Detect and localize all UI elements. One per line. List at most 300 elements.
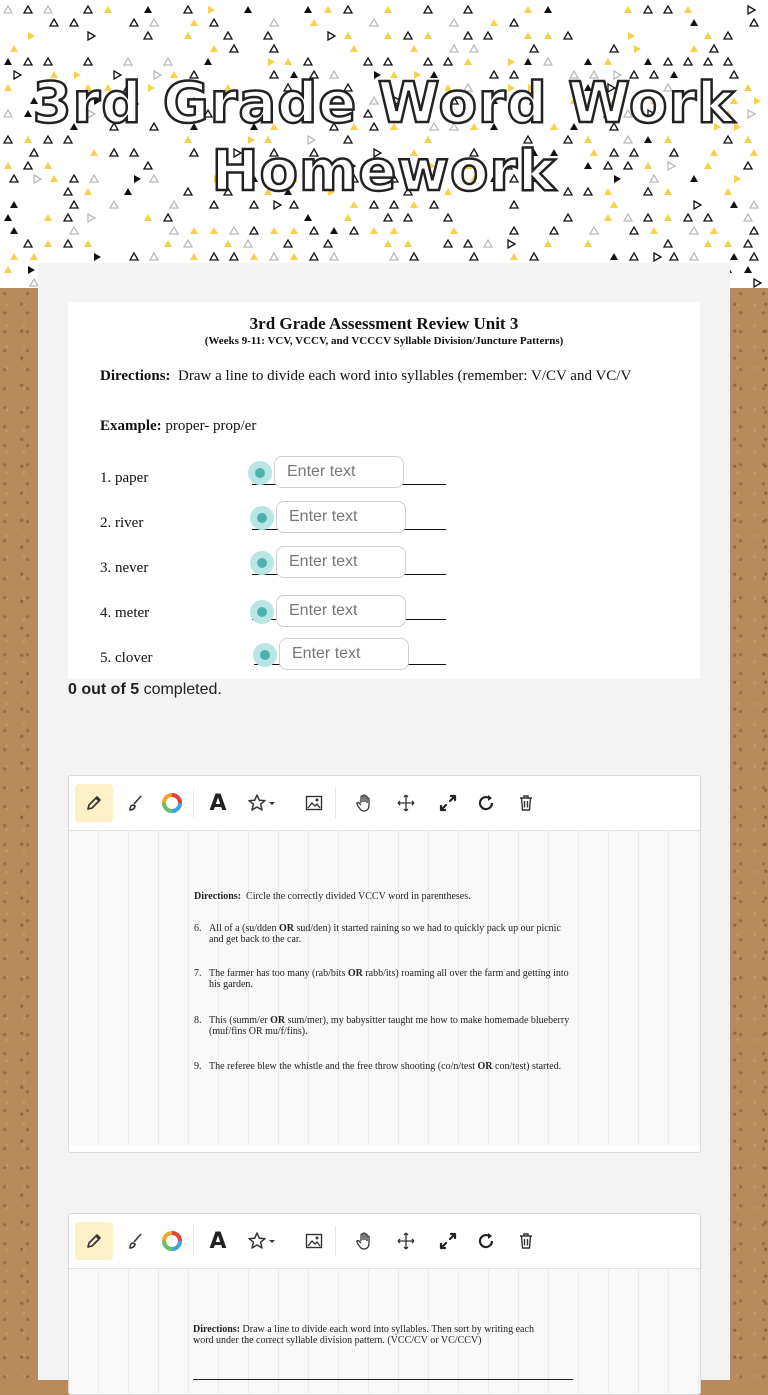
hand-icon bbox=[354, 1231, 374, 1251]
pattern-triangle bbox=[224, 32, 232, 39]
pattern-triangle bbox=[684, 214, 692, 221]
pattern-triangle bbox=[344, 214, 352, 221]
pattern-triangle bbox=[230, 253, 238, 260]
pattern-triangle bbox=[190, 19, 198, 26]
pattern-triangle bbox=[10, 253, 18, 260]
color-wheel-icon bbox=[162, 1231, 182, 1251]
text-anchor-3[interactable] bbox=[250, 551, 274, 575]
pattern-triangle bbox=[264, 32, 272, 39]
pattern-triangle bbox=[70, 19, 78, 26]
toolbar-separator bbox=[193, 788, 194, 818]
question-number: 9. bbox=[194, 1061, 202, 1072]
pattern-triangle bbox=[584, 240, 592, 247]
pattern-triangle bbox=[450, 227, 458, 234]
pattern-triangle bbox=[744, 214, 752, 221]
pattern-triangle bbox=[664, 240, 672, 247]
pattern-triangle bbox=[644, 214, 652, 221]
pattern-triangle bbox=[484, 240, 492, 247]
pattern-triangle bbox=[44, 214, 52, 221]
pattern-triangle bbox=[130, 19, 138, 26]
pattern-triangle bbox=[524, 58, 532, 65]
item-label-1: 1. paper bbox=[100, 470, 149, 486]
pattern-triangle bbox=[748, 6, 755, 14]
pattern-triangle bbox=[330, 253, 338, 260]
pattern-triangle bbox=[324, 240, 332, 247]
pattern-triangle bbox=[24, 6, 32, 13]
pattern-triangle bbox=[724, 32, 732, 39]
color-wheel-tool-button[interactable] bbox=[153, 784, 191, 822]
pencil-icon bbox=[84, 793, 104, 813]
pattern-triangle bbox=[704, 58, 712, 65]
pattern-triangle bbox=[164, 58, 172, 65]
pattern-triangle bbox=[184, 240, 192, 247]
question-or: OR bbox=[477, 1061, 493, 1072]
text-anchor-5[interactable] bbox=[253, 643, 277, 667]
card2-directions bbox=[193, 1324, 553, 1346]
question-text-post: sud/den) it started raining so we had to quickly pack up our picnic and get back to the car. bbox=[209, 923, 561, 945]
example-text: proper- prop/er bbox=[165, 418, 257, 434]
pattern-triangle bbox=[634, 45, 641, 53]
worksheet-title: 3rd Grade Assessment Review Unit 3 bbox=[249, 314, 519, 333]
hand-icon bbox=[354, 793, 374, 813]
color-wheel-tool-button[interactable] bbox=[153, 1222, 191, 1260]
pattern-triangle bbox=[204, 58, 212, 65]
pattern-triangle bbox=[384, 32, 392, 39]
pattern-triangle bbox=[704, 214, 712, 221]
pattern-triangle bbox=[464, 240, 472, 247]
pattern-triangle bbox=[444, 240, 452, 247]
pattern-triangle bbox=[564, 32, 572, 39]
move-tool-button[interactable] bbox=[387, 784, 425, 822]
pattern-triangle bbox=[470, 45, 478, 52]
pattern-triangle bbox=[424, 6, 432, 13]
pattern-triangle bbox=[150, 253, 158, 260]
pattern-triangle bbox=[4, 6, 12, 13]
completion-count: 0 out of 5 bbox=[68, 681, 140, 698]
expand-icon bbox=[438, 793, 458, 813]
pattern-triangle bbox=[684, 6, 692, 13]
pattern-triangle bbox=[510, 227, 518, 234]
pattern-triangle bbox=[244, 6, 252, 13]
pattern-triangle bbox=[690, 19, 698, 26]
pattern-triangle bbox=[164, 214, 172, 221]
answer-input-5[interactable]: Enter text bbox=[279, 638, 409, 670]
question-text bbox=[209, 968, 574, 990]
pattern-triangle bbox=[544, 32, 552, 39]
pencil-icon bbox=[84, 1231, 104, 1251]
pattern-triangle bbox=[224, 240, 232, 247]
pattern-triangle bbox=[284, 240, 292, 247]
pattern-triangle bbox=[710, 227, 718, 234]
question-text bbox=[209, 1061, 574, 1072]
pattern-triangle bbox=[564, 214, 572, 221]
star-icon bbox=[248, 793, 278, 813]
text-icon: A bbox=[209, 1228, 227, 1254]
image-tool-button[interactable] bbox=[295, 784, 333, 822]
pattern-triangle bbox=[444, 58, 452, 65]
redo-tool-button[interactable] bbox=[467, 784, 505, 822]
answer-input-4[interactable]: Enter text bbox=[276, 595, 406, 627]
pattern-triangle bbox=[310, 227, 318, 234]
pattern-triangle bbox=[150, 19, 158, 26]
hand-tool-button[interactable] bbox=[345, 1222, 383, 1260]
question-or: OR bbox=[347, 968, 363, 979]
answer-input-1[interactable]: Enter text bbox=[274, 456, 404, 488]
question-text-pre: The farmer has too many (rab/bits bbox=[209, 968, 348, 979]
pattern-triangle bbox=[384, 58, 392, 65]
item-label-2: 2. river bbox=[100, 515, 144, 531]
pattern-triangle bbox=[4, 58, 12, 65]
pattern-triangle bbox=[328, 32, 335, 40]
pattern-triangle bbox=[270, 19, 278, 26]
pattern-triangle bbox=[704, 240, 712, 247]
pattern-triangle bbox=[250, 227, 258, 234]
pattern-triangle bbox=[210, 19, 218, 26]
pattern-triangle bbox=[24, 240, 32, 247]
pattern-triangle bbox=[464, 58, 472, 65]
redo-icon bbox=[476, 1231, 496, 1251]
pattern-triangle bbox=[250, 253, 258, 260]
card1-directions-text: Circle the correctly divided VCCV word in parentheses. bbox=[246, 891, 471, 902]
toolbar-separator bbox=[193, 1226, 194, 1256]
pattern-triangle bbox=[684, 58, 692, 65]
brush-tool-button[interactable] bbox=[117, 784, 155, 822]
pattern-triangle bbox=[84, 58, 92, 65]
pattern-triangle bbox=[270, 227, 278, 234]
pattern-triangle bbox=[330, 227, 338, 234]
pattern-triangle bbox=[630, 253, 638, 260]
pattern-triangle bbox=[490, 19, 498, 26]
pattern-triangle bbox=[724, 58, 732, 65]
pattern-triangle bbox=[610, 45, 618, 52]
pattern-triangle bbox=[184, 6, 192, 13]
pattern-triangle bbox=[410, 253, 418, 260]
pattern-triangle bbox=[464, 6, 472, 13]
pattern-triangle bbox=[644, 6, 652, 13]
pattern-triangle bbox=[190, 253, 198, 260]
pattern-triangle bbox=[510, 253, 518, 260]
pattern-triangle bbox=[590, 227, 598, 234]
worksheet-directions bbox=[100, 368, 670, 384]
pattern-triangle bbox=[464, 32, 472, 39]
pattern-triangle bbox=[670, 253, 678, 260]
pattern-triangle bbox=[604, 214, 612, 221]
pattern-triangle bbox=[244, 240, 252, 247]
color-wheel-icon bbox=[162, 793, 182, 813]
text-anchor-1[interactable] bbox=[248, 461, 272, 485]
pattern-triangle bbox=[724, 240, 732, 247]
pattern-triangle bbox=[284, 58, 292, 65]
pattern-triangle bbox=[144, 6, 152, 13]
pattern-triangle bbox=[484, 32, 492, 39]
pattern-triangle bbox=[390, 227, 398, 234]
pattern-triangle bbox=[544, 6, 552, 13]
pattern-triangle bbox=[304, 58, 312, 65]
redo-tool-button[interactable] bbox=[467, 1222, 505, 1260]
worksheet-page-1 bbox=[69, 831, 700, 1145]
expand-tool-button[interactable] bbox=[429, 784, 467, 822]
pattern-triangle bbox=[88, 214, 95, 222]
pattern-triangle bbox=[530, 45, 538, 52]
pattern-triangle bbox=[508, 58, 515, 66]
pattern-triangle bbox=[750, 19, 758, 26]
pattern-triangle bbox=[64, 240, 72, 247]
pattern-triangle bbox=[404, 32, 412, 39]
pattern-triangle bbox=[404, 240, 412, 247]
brush-icon bbox=[126, 793, 146, 813]
pattern-triangle bbox=[210, 253, 218, 260]
pattern-triangle bbox=[424, 32, 432, 39]
pattern-triangle bbox=[654, 253, 661, 261]
pattern-triangle bbox=[364, 58, 372, 65]
expand-tool-button[interactable] bbox=[429, 1222, 467, 1260]
pattern-triangle bbox=[24, 58, 32, 65]
pattern-triangle bbox=[390, 253, 398, 260]
pattern-triangle bbox=[230, 227, 238, 234]
pattern-triangle bbox=[124, 58, 132, 65]
pattern-triangle bbox=[304, 6, 312, 13]
toolbar-separator bbox=[335, 788, 336, 818]
pattern-triangle bbox=[450, 19, 458, 26]
question-text bbox=[209, 1015, 574, 1037]
question-text-pre: This (summ/er bbox=[209, 1015, 271, 1026]
question-or: OR bbox=[279, 923, 294, 934]
pattern-triangle bbox=[744, 240, 752, 247]
pattern-triangle bbox=[750, 253, 758, 260]
trash-icon bbox=[516, 793, 536, 813]
pattern-triangle bbox=[730, 253, 738, 260]
pattern-triangle bbox=[208, 6, 215, 14]
drawing-canvas-2[interactable] bbox=[69, 1269, 700, 1394]
text-anchor-2[interactable] bbox=[250, 506, 274, 530]
pattern-triangle bbox=[424, 58, 432, 65]
card1-directions-label: Directions: bbox=[194, 891, 242, 902]
brush-tool-button[interactable] bbox=[117, 1222, 155, 1260]
question-text-post: sum/mer), my babysitter taught me how to make homemade blueberry (muf/fins OR mu/f/fins). bbox=[209, 1015, 570, 1037]
pattern-triangle bbox=[584, 58, 592, 65]
pattern-triangle bbox=[384, 240, 392, 247]
pencil-tool-button[interactable] bbox=[75, 784, 113, 822]
pattern-triangle bbox=[30, 253, 38, 260]
expand-icon bbox=[438, 1231, 458, 1251]
pattern-triangle bbox=[690, 227, 698, 234]
pattern-triangle bbox=[164, 240, 172, 247]
image-tool-button[interactable] bbox=[295, 1222, 333, 1260]
card1-directions bbox=[194, 891, 574, 902]
pattern-triangle bbox=[524, 6, 532, 13]
pattern-triangle bbox=[664, 58, 672, 65]
pattern-triangle bbox=[650, 227, 658, 234]
worksheet-example bbox=[100, 418, 256, 435]
toolbar-separator bbox=[335, 1226, 336, 1256]
pattern-triangle bbox=[190, 227, 198, 234]
pattern-triangle bbox=[44, 6, 52, 13]
pattern-triangle bbox=[384, 6, 392, 13]
pattern-triangle bbox=[28, 32, 35, 40]
directions-text: Draw a line to divide each word into syllables (remember: V/CV and VC/V bbox=[178, 368, 632, 384]
pattern-triangle bbox=[270, 253, 278, 260]
question-number: 8. bbox=[194, 1015, 202, 1026]
pattern-triangle bbox=[44, 240, 52, 247]
pattern-triangle bbox=[230, 45, 238, 52]
item-label-3: 3. never bbox=[100, 560, 149, 576]
answer-input-3[interactable]: Enter text bbox=[276, 546, 406, 578]
worksheet-subtitle: (Weeks 9-11: VCV, VCCV, and VCCCV Syllable Division/Juncture Patterns) bbox=[204, 335, 564, 347]
pattern-triangle bbox=[84, 240, 92, 247]
pattern-triangle bbox=[290, 253, 298, 260]
pattern-triangle bbox=[610, 253, 618, 260]
pattern-triangle bbox=[88, 32, 95, 40]
star-icon bbox=[248, 1231, 278, 1251]
pattern-triangle bbox=[690, 253, 698, 260]
question-text-pre: All of a (su/dden bbox=[209, 923, 279, 934]
pattern-triangle bbox=[50, 19, 58, 26]
trash-tool-button[interactable] bbox=[507, 784, 545, 822]
pattern-triangle bbox=[44, 58, 52, 65]
pattern-triangle bbox=[624, 214, 632, 221]
trash-icon bbox=[516, 1231, 536, 1251]
pattern-triangle bbox=[184, 32, 192, 39]
pattern-triangle bbox=[710, 45, 718, 52]
pattern-triangle bbox=[370, 19, 378, 26]
question-or: OR bbox=[270, 1015, 286, 1026]
title-line-2: Homework bbox=[211, 139, 557, 204]
pattern-triangle bbox=[290, 227, 298, 234]
pattern-triangle bbox=[750, 227, 758, 234]
completion-status bbox=[68, 681, 222, 699]
question-number: 6. bbox=[194, 923, 202, 934]
pattern-triangle bbox=[170, 227, 178, 234]
move-tool-button[interactable] bbox=[387, 1222, 425, 1260]
pattern-triangle bbox=[84, 6, 92, 13]
drawing-toolbar-2 bbox=[69, 1214, 700, 1269]
pattern-triangle bbox=[64, 214, 72, 221]
pattern-triangle bbox=[10, 45, 18, 52]
item-label-5: 5. clover bbox=[100, 650, 153, 666]
text-tool-button[interactable] bbox=[199, 1222, 237, 1260]
item-label-4: 4. meter bbox=[100, 605, 150, 621]
pattern-triangle bbox=[510, 19, 518, 26]
pattern-triangle bbox=[350, 45, 358, 52]
directions-label: Directions: bbox=[100, 368, 171, 384]
pattern-triangle bbox=[130, 253, 138, 260]
pattern-triangle bbox=[644, 58, 652, 65]
pattern-triangle bbox=[630, 227, 638, 234]
drawing-card-1 bbox=[68, 775, 701, 1153]
text-tool-button[interactable] bbox=[199, 784, 237, 822]
page-title bbox=[0, 70, 768, 206]
pattern-triangle bbox=[450, 45, 458, 52]
pattern-triangle bbox=[550, 227, 558, 234]
pattern-triangle bbox=[384, 214, 392, 221]
pattern-triangle bbox=[664, 6, 672, 13]
pattern-triangle bbox=[268, 58, 275, 66]
pattern-triangle bbox=[344, 32, 352, 39]
worksheet-image bbox=[68, 302, 700, 679]
pattern-triangle bbox=[94, 253, 101, 261]
drawing-canvas-1[interactable] bbox=[69, 831, 700, 1145]
pattern-triangle bbox=[144, 32, 152, 39]
question-text bbox=[209, 923, 574, 945]
pattern-triangle bbox=[704, 32, 712, 39]
title-line-1: 3rd Grade Word Work bbox=[32, 71, 736, 136]
pattern-triangle bbox=[530, 253, 538, 260]
pattern-triangle bbox=[310, 19, 318, 26]
pattern-triangle bbox=[544, 240, 552, 247]
pattern-triangle bbox=[404, 214, 412, 221]
completion-suffix: completed. bbox=[143, 681, 222, 698]
pattern-triangle bbox=[690, 45, 698, 52]
answer-input-2[interactable]: Enter text bbox=[276, 501, 406, 533]
drawing-toolbar-1 bbox=[69, 776, 700, 831]
pattern-triangle bbox=[350, 227, 358, 234]
star-tool-button[interactable] bbox=[241, 784, 285, 822]
example-label: Example: bbox=[100, 418, 162, 434]
pattern-triangle bbox=[144, 214, 152, 221]
card2-directions-text: Draw a line to divide each word into syllables. Then sort by writing each word under the correct syllable division pattern. (VCC/CV or VC/CCV) bbox=[193, 1324, 534, 1346]
image-icon bbox=[304, 793, 324, 813]
pencil-tool-button[interactable] bbox=[75, 1222, 113, 1260]
redo-icon bbox=[476, 793, 496, 813]
pattern-triangle bbox=[624, 6, 632, 13]
pattern-triangle bbox=[544, 58, 552, 65]
pattern-triangle bbox=[344, 6, 352, 13]
question-text-pre: The referee blew the whistle and the free throw shooting (co/n/test bbox=[209, 1061, 478, 1072]
pattern-triangle bbox=[324, 6, 332, 13]
question-number: 7. bbox=[194, 968, 202, 979]
pattern-triangle bbox=[28, 266, 35, 274]
image-icon bbox=[304, 1231, 324, 1251]
pattern-triangle bbox=[10, 227, 18, 234]
move-icon bbox=[396, 793, 416, 813]
header-banner bbox=[0, 0, 768, 288]
pattern-triangle bbox=[70, 227, 78, 234]
pattern-triangle bbox=[310, 253, 318, 260]
question-text-post: rabb/its) roaming all over the farm and getting into his garden. bbox=[209, 968, 569, 990]
brush-icon bbox=[126, 1231, 146, 1251]
pattern-triangle bbox=[370, 227, 378, 234]
pattern-triangle bbox=[4, 214, 12, 221]
pattern-triangle bbox=[210, 45, 218, 52]
star-tool-button[interactable] bbox=[241, 1222, 285, 1260]
pattern-triangle bbox=[4, 266, 12, 273]
pattern-triangle bbox=[604, 58, 612, 65]
trash-tool-button[interactable] bbox=[507, 1222, 545, 1260]
pattern-triangle bbox=[210, 227, 218, 234]
move-icon bbox=[396, 1231, 416, 1251]
pattern-triangle bbox=[444, 214, 452, 221]
pattern-triangle bbox=[304, 214, 312, 221]
text-icon: A bbox=[209, 790, 227, 816]
pattern-triangle bbox=[754, 279, 761, 287]
drawing-card-2 bbox=[68, 1213, 701, 1395]
pattern-triangle bbox=[508, 240, 515, 248]
hand-tool-button[interactable] bbox=[345, 784, 383, 822]
pattern-triangle bbox=[104, 6, 112, 13]
card2-directions-label: Directions: bbox=[193, 1324, 241, 1335]
pattern-triangle bbox=[30, 279, 38, 286]
pattern-triangle bbox=[628, 32, 635, 40]
pattern-triangle bbox=[410, 45, 418, 52]
pattern-triangle bbox=[744, 266, 752, 273]
text-anchor-4[interactable] bbox=[250, 600, 274, 624]
pattern-triangle bbox=[270, 45, 278, 52]
pattern-triangle bbox=[664, 214, 672, 221]
pattern-triangle bbox=[470, 253, 478, 260]
worksheet-page-2 bbox=[69, 1269, 700, 1394]
pattern-triangle bbox=[524, 32, 532, 39]
question-text-post: con/test) started. bbox=[492, 1061, 562, 1072]
